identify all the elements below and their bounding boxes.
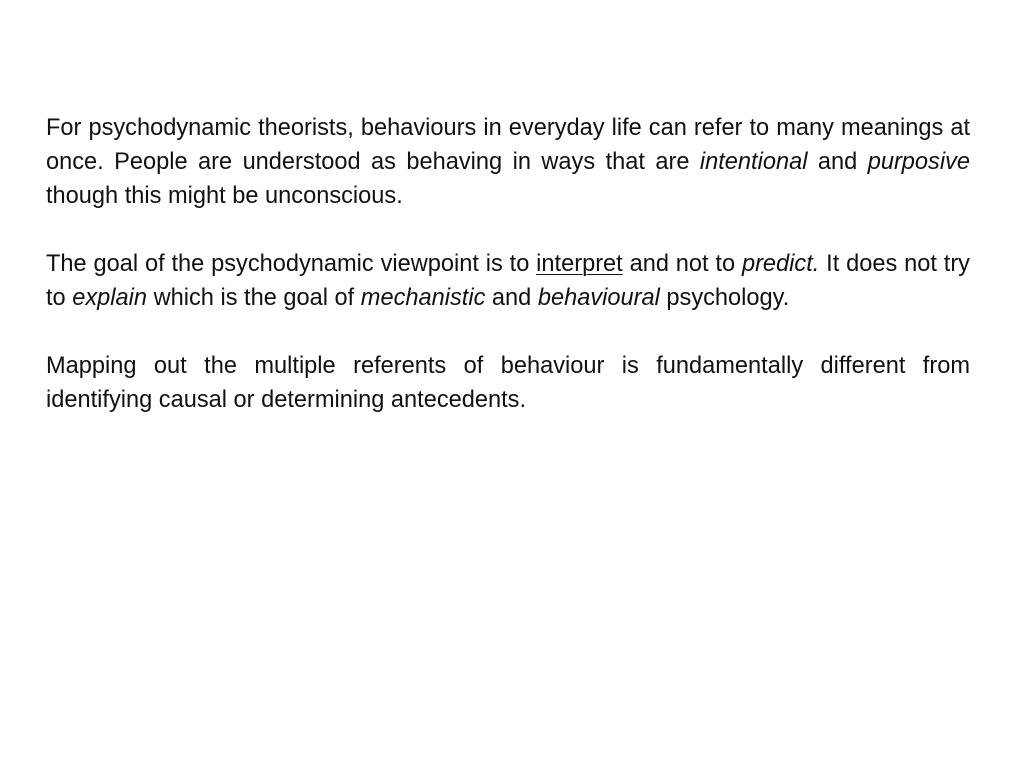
term-purposive: purposive: [867, 149, 971, 175]
term-behavioural: behavioural: [537, 285, 660, 311]
term-predict: predict.: [741, 251, 820, 277]
slide-body: [46, 111, 970, 417]
paragraph-2-text-f: psychology.: [659, 285, 790, 311]
paragraph-2-text-a: The goal of the psychodynamic viewpoint is to: [46, 251, 537, 277]
paragraph-2-text-e: and: [485, 285, 538, 311]
term-mechanistic: mechanistic: [360, 285, 486, 311]
paragraph-1-text-b: and: [807, 149, 868, 175]
paragraph-mapping-referents: Mapping out the multiple referents of behaviour is fundamentally different from identifying causal or determining antecedents.: [46, 353, 970, 413]
term-intentional: intentional: [699, 149, 808, 175]
paragraph-2-text-d: which is the goal of: [147, 285, 361, 311]
paragraph-2-text-b: and not to: [622, 251, 742, 277]
paragraph-goal-interpret: [46, 247, 970, 315]
term-interpret: interpret: [536, 251, 623, 277]
term-explain: explain: [72, 285, 148, 311]
paragraph-1-text-a: For psychodynamic theorists, behaviours in everyday life can refer to many meanings at once. People are understood as behaving in ways that are: [46, 115, 970, 175]
paragraph-2-text-c: It does not try to: [46, 251, 970, 311]
paragraph-psychodynamic-meanings: [46, 111, 970, 213]
paragraph-1-text-c: though this might be unconscious.: [46, 183, 403, 209]
